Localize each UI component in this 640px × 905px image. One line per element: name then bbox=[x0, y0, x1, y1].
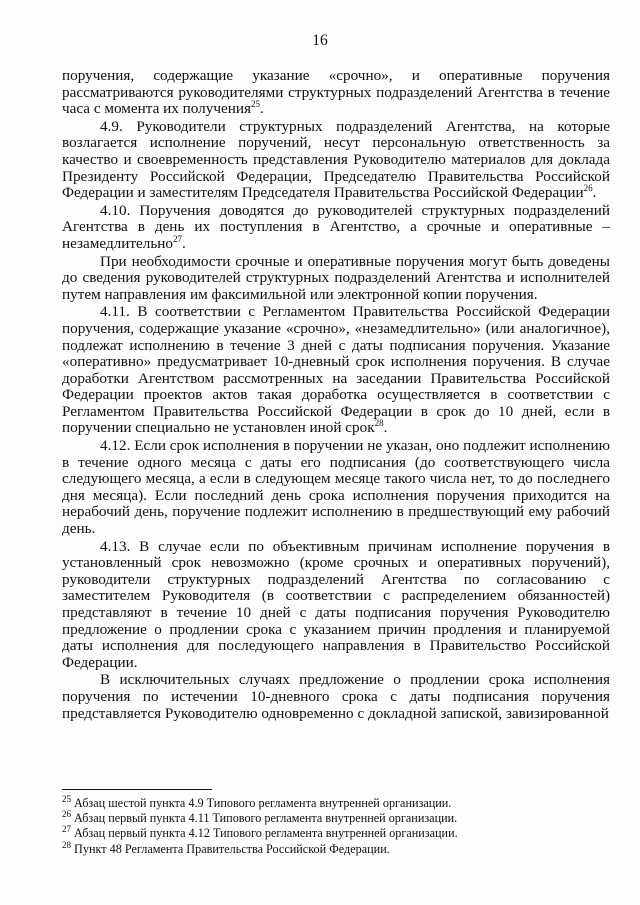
paragraph-text: поручения, содержащие указание «срочно», и оперативные поручения рассматриваются руководителями структурных подразделений Агентства в течение часа с момента их получения bbox=[62, 67, 610, 118]
footnote-reference: 25 bbox=[250, 99, 260, 110]
paragraph-text: При необходимости срочные и оперативные поручения могут быть доведены до сведения руководителей структурных подразделений Агентства и исполнителей путем направления им факсимильной или электронной копии поручения. bbox=[62, 252, 610, 303]
footnote-text: Абзац первый пункта 4.11 Типового регламента внутренней организации. bbox=[74, 811, 458, 826]
paragraph-text: 4.12. Если срок исполнения в поручении не указан, оно подлежит исполнению в течение одного месяца с даты его подписания (до соответствующего числа следующего месяца, а если в следующем месяце такого числа нет, то до последнего дня месяца). Если последний день срока исполнения поручения приходится на нерабочий день, поручение подлежит исполнению в предшествующий ему рабочий день. bbox=[62, 437, 610, 538]
footnote-number: 27 bbox=[62, 824, 71, 835]
footnote-reference: 27 bbox=[173, 233, 182, 244]
footnote bbox=[62, 793, 610, 811]
footnotes bbox=[62, 793, 610, 857]
paragraph-text: . bbox=[182, 234, 186, 252]
footnote bbox=[62, 826, 610, 841]
footnote-text: Пункт 48 Регламента Правительства Российской Федерации. bbox=[74, 841, 390, 856]
paragraph-text: 4.9. Руководители структурных подразделений Агентства, на которые возлагается исполнение поручений, несут персональную ответственность за качество и своевременность представления Руководителю материалов для доклада Президенту Российской Федерации, Председателю Правительства Российской Федерации и заместителям Председателя Правительства Российской Федерации bbox=[62, 117, 610, 202]
paragraph bbox=[62, 304, 610, 437]
paragraph-text: . bbox=[383, 419, 388, 437]
paragraph bbox=[62, 68, 610, 118]
footnote-reference: 28 bbox=[374, 418, 384, 429]
body-text bbox=[62, 68, 610, 722]
paragraph-text: . bbox=[592, 184, 597, 202]
paragraph bbox=[62, 438, 610, 538]
footnote-text: Абзац первый пункта 4.12 Типового регламента внутренней организации. bbox=[74, 826, 458, 841]
paragraph-text: 4.10. Поручения доводятся до руководителей структурных подразделений Агентства в день их поступления в Агентство, а срочные и оперативные – незамедлительно bbox=[62, 201, 610, 252]
page-number: 16 bbox=[312, 32, 328, 49]
footnote-number: 25 bbox=[62, 793, 71, 804]
footnote bbox=[62, 811, 610, 826]
paragraph bbox=[62, 254, 610, 304]
paragraph-text: В исключительных случаях предложение о продлении срока исполнения поручения по истечении 10-дневного срока с даты подписания поручения представляется Руководителю одновременно с докладной запиской, завизированной bbox=[62, 671, 610, 722]
footnote-reference: 26 bbox=[583, 183, 593, 194]
paragraph-text: 4.13. В случае если по объективным причинам исполнение поручения в установленный срок невозможно (кроме срочных и оперативных поручений), руководители структурных подразделений Агентства по согласованию с заместителем Руководителя (в соответствии с распределением обязанностей) представляют в течение 10 дней с даты подписания поручения Руководителю предложение о продлении срока с указанием причин продления и планируемой даты исполнения для последующего направления в Правительство Российской Федерации. bbox=[62, 537, 610, 671]
footnote-separator bbox=[62, 789, 212, 790]
paragraph-text: . bbox=[259, 100, 264, 118]
paragraph bbox=[62, 539, 610, 672]
paragraph-text: 4.11. В соответствии с Регламентом Правительства Российской Федерации поручения, содержащие указание «срочно», «незамедлительно» (или аналогичное), подлежат исполнению в течение 3 дней с даты подписания поручения. Указание «оперативно» предусматривает 10-дневный срок исполнения поручения. В случае доработки Агентством рассмотренных на заседании Правительства Российской Федерации проектов актов такая доработка осуществляется в соответствии с Регламентом Правительства Российской Федерации в срок до 10 дней, если в поручении специально не установлен иной срок bbox=[62, 303, 610, 437]
footnote bbox=[62, 839, 610, 857]
footnote-number: 28 bbox=[62, 839, 71, 850]
paragraph bbox=[62, 203, 610, 253]
paragraph bbox=[62, 672, 610, 722]
footnote-text: Абзац шестой пункта 4.9 Типового регламента внутренней организации. bbox=[74, 796, 452, 810]
footnote-number: 26 bbox=[62, 809, 71, 820]
paragraph bbox=[62, 119, 610, 202]
